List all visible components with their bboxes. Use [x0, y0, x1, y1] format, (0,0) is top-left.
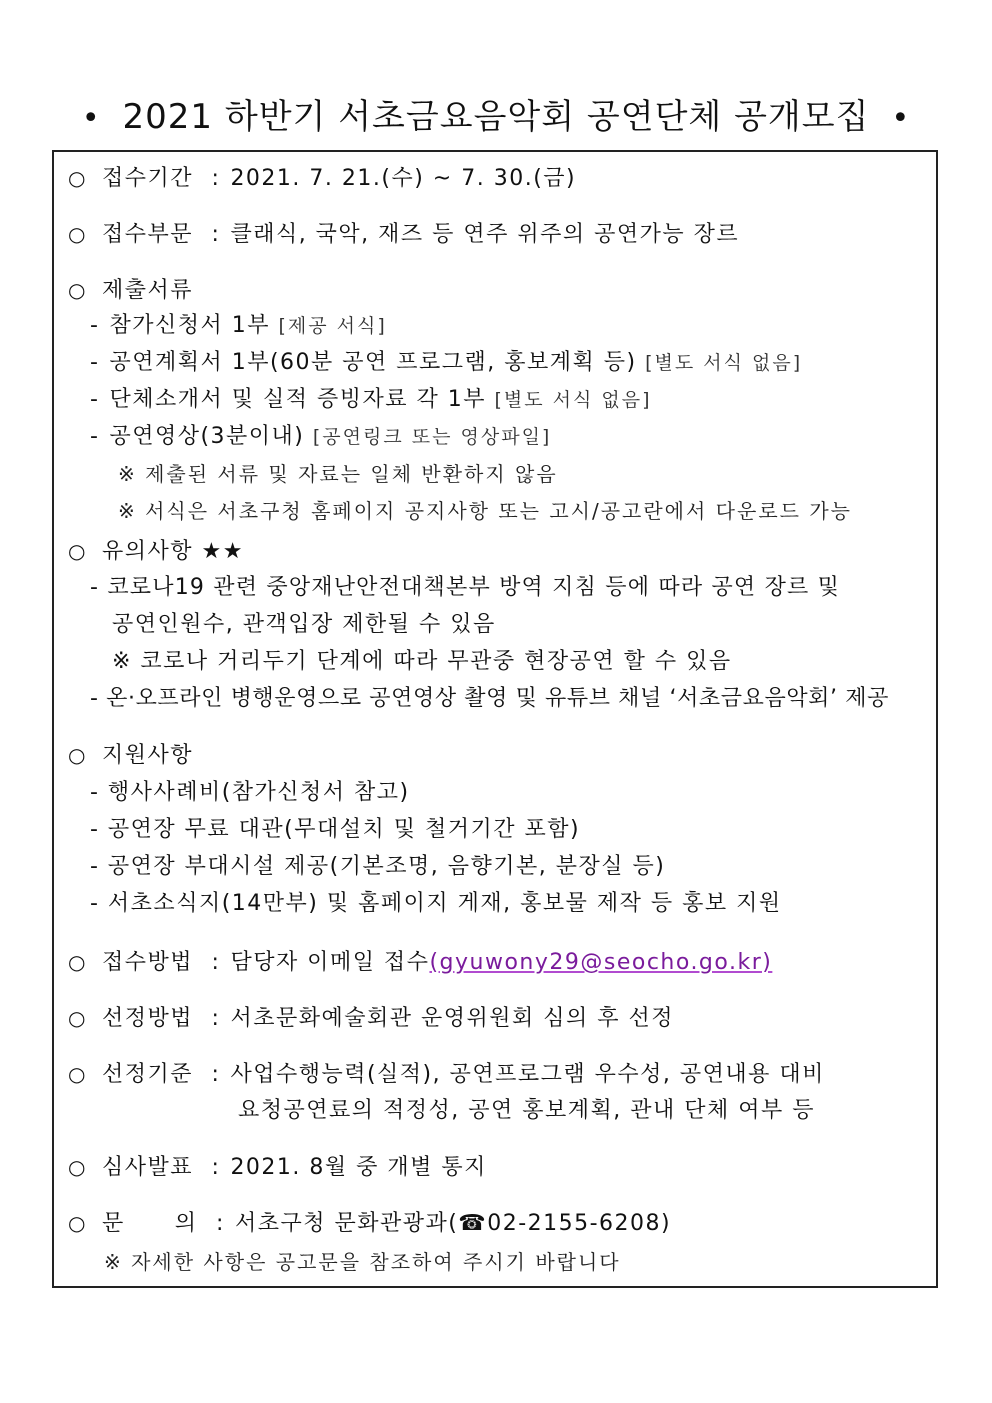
support-item: - 공연장 무료 대관(무대설치 및 철거기간 포함): [90, 817, 581, 842]
cautions-item: - 온·오프라인 병행운영으로 공연영상 촬영 및 유튜브 채널 ‘서초금요음악회’ 제공: [90, 686, 889, 711]
criteria-label: 선정기준: [102, 1062, 194, 1087]
support-heading: [68, 741, 193, 770]
documents-item-note: [별도 서식 없음]: [645, 352, 803, 374]
support-item: - 서초소식지(14만부) 및 홈페이지 게재, 홍보물 제작 등 홍보 지원: [90, 891, 782, 916]
criteria-sep: :: [211, 1062, 221, 1087]
page-title: [0, 92, 992, 142]
email-link[interactable]: (gyuwony29@seocho.go.kr): [429, 950, 773, 975]
dash: -: [90, 350, 100, 375]
cautions-heading: [68, 537, 244, 566]
cautions-item: - 코로나19 관련 중앙재난안전대책본부 방역 지침 등에 따라 공연 장르 및: [90, 575, 841, 600]
circle-bullet: ○: [68, 1211, 87, 1235]
announce-row: [68, 1153, 487, 1182]
selection-sep: :: [211, 1006, 221, 1031]
criteria-line2: 요청공연료의 적정성, 공연 홍보계획, 관내 단체 여부 등: [238, 1098, 815, 1123]
period-sep: :: [211, 166, 221, 191]
documents-item-note: [별도 서식 없음]: [494, 389, 652, 411]
circle-bullet: ○: [68, 743, 87, 767]
inquiry-label-a: 문: [102, 1211, 125, 1236]
circle-bullet: ○: [68, 222, 87, 246]
documents-item: [90, 423, 551, 451]
footer-note: ※ 자세한 사항은 공고문을 참조하여 주시기 바랍니다: [104, 1250, 621, 1274]
selection-label: 선정방법: [102, 1006, 194, 1031]
method-value: 담당자 이메일 접수: [230, 950, 430, 975]
criteria-row: [68, 1060, 825, 1089]
documents-item-text: 단체소개서 및 실적 증빙자료 각 1부: [109, 387, 486, 412]
category-value: 클래식, 국악, 재즈 등 연주 위주의 공연가능 장르: [230, 222, 740, 247]
support-item: - 행사사례비(참가신청서 참고): [90, 780, 410, 805]
announce-label: 심사발표: [102, 1155, 194, 1180]
circle-bullet: ○: [68, 166, 87, 190]
title-bullet-left: •: [81, 101, 101, 136]
dash: -: [90, 424, 100, 449]
documents-heading: [68, 276, 193, 305]
circle-bullet: ○: [68, 950, 87, 974]
period-row: [68, 164, 576, 193]
documents-note: ※ 제출된 서류 및 자료는 일체 반환하지 않음: [118, 462, 558, 486]
documents-item: [90, 386, 651, 414]
documents-item-text: 참가신청서 1부: [109, 313, 270, 338]
selection-row: [68, 1004, 674, 1033]
documents-note: ※ 서식은 서초구청 홈페이지 공지사항 또는 고시/공고란에서 다운로드 가능: [118, 499, 852, 523]
circle-bullet: ○: [68, 1155, 87, 1179]
period-value: 2021. 7. 21.(수) ~ 7. 30.(금): [230, 166, 577, 191]
method-sep: :: [211, 950, 221, 975]
category-label: 접수부문: [102, 222, 194, 247]
category-row: [68, 220, 739, 249]
cautions-note: ※ 코로나 거리두기 단계에 따라 무관중 현장공연 할 수 있음: [112, 649, 732, 674]
title-text: 2021 하반기 서초금요음악회 공연단체 공개모집: [122, 97, 870, 137]
documents-item: [90, 312, 387, 340]
support-item: - 공연장 부대시설 제공(기본조명, 음향기본, 분장실 등): [90, 854, 666, 879]
circle-bullet: ○: [68, 1062, 87, 1086]
documents-item-text: 공연영상(3분이내): [109, 424, 305, 449]
criteria-line1: 사업수행능력(실적), 공연프로그램 우수성, 공연내용 대비: [230, 1062, 825, 1087]
circle-bullet: ○: [68, 539, 87, 563]
documents-item-note: [공연링크 또는 영상파일]: [312, 426, 552, 448]
title-bullet-right: •: [891, 101, 911, 136]
circle-bullet: ○: [68, 1006, 87, 1030]
method-row: [68, 948, 772, 977]
support-label: 지원사항: [102, 743, 194, 768]
dash: -: [90, 313, 100, 338]
dash: -: [90, 387, 100, 412]
documents-item-note: [제공 서식]: [278, 315, 387, 337]
method-label: 접수방법: [102, 950, 194, 975]
cautions-item-cont: 공연인원수, 관객입장 제한될 수 있음: [112, 612, 496, 637]
selection-value: 서초문화예술회관 운영위원회 심의 후 선정: [230, 1006, 674, 1031]
announce-sep: :: [211, 1155, 221, 1180]
cautions-label: 유의사항 ★★: [102, 539, 244, 564]
documents-item-text: 공연계획서 1부(60분 공연 프로그램, 홍보계획 등): [109, 350, 637, 375]
circle-bullet: ○: [68, 278, 87, 302]
documents-item: [90, 349, 802, 377]
inquiry-label-b: 의: [174, 1211, 198, 1236]
period-label: 접수기간: [102, 166, 194, 191]
inquiry-sep: :: [216, 1211, 225, 1236]
inquiry-row: [68, 1209, 671, 1238]
announce-value: 2021. 8월 중 개별 통지: [230, 1155, 487, 1180]
category-sep: :: [211, 222, 221, 247]
inquiry-value: 서초구청 문화관광과(☎02-2155-6208): [234, 1211, 672, 1236]
documents-label: 제출서류: [102, 278, 194, 303]
